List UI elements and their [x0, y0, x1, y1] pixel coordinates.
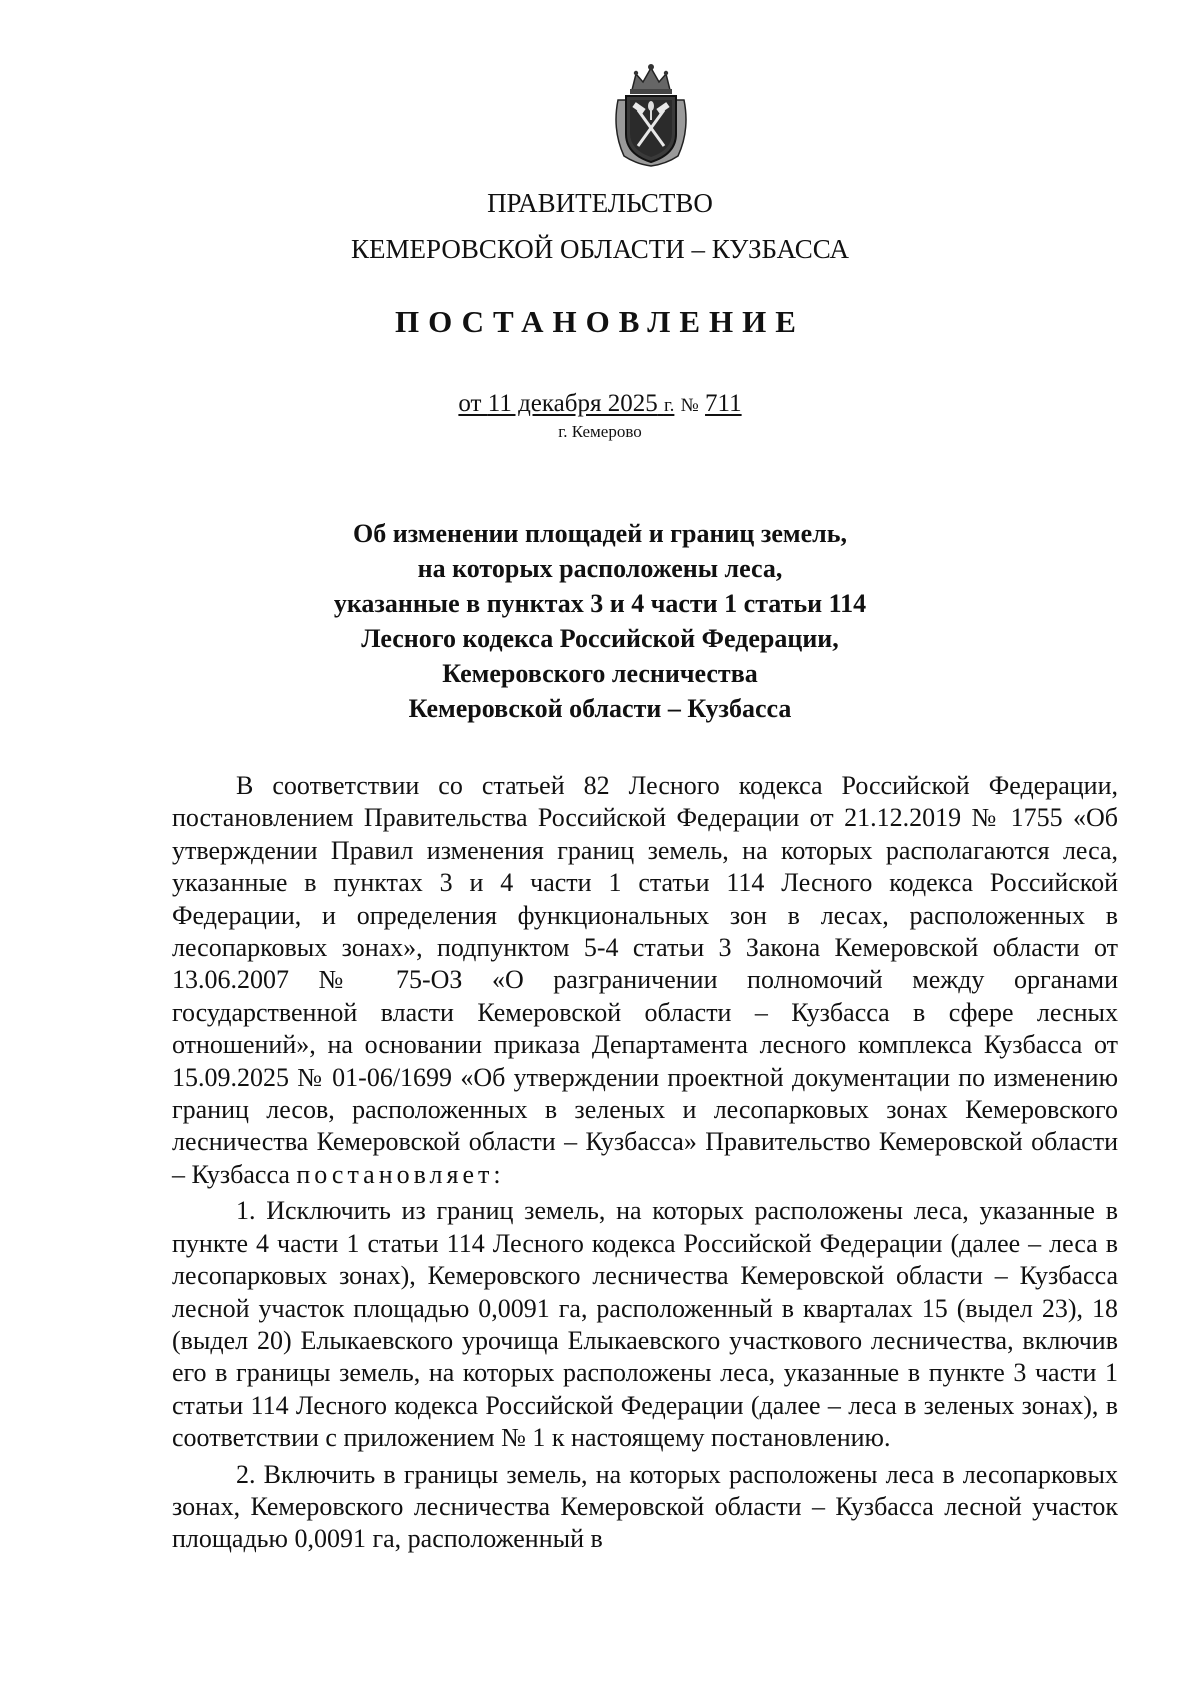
preamble-paragraph [172, 770, 1118, 1191]
document-type-heading: ПОСТАНОВЛЕНИЕ [395, 304, 805, 339]
document-number: 711 [705, 390, 742, 417]
number-prefix: № [680, 395, 699, 416]
decree-word: постановляет: [296, 1159, 505, 1189]
org-name-line2: КЕМЕРОВСКОЙ ОБЛАСТИ – КУЗБАССА [351, 234, 849, 264]
item-1-paragraph: 1. Исключить из границ земель, на которых расположены леса, указанные в пункте 4 части 1 статьи 114 Лесного кодекса Российской Федерации (далее – леса в лесопарковых зонах), Кемеровского лесничества Кемеровской области – Кузбасса лесной участок площадью 0,0091 га, расположенный в кварталах 15 (выдел 23), 18 (выдел 20) Елыкаевского урочища Елыкаевского участкового лесничества, включив его в границы земель, на которых расположены леса, указанные в пункте 3 части 1 статьи 114 Лесного кодекса Российской Федерации (далее – леса в зеленых зонах), в соответствии с приложением № 1 к настоящему постановлению. [172, 1196, 1118, 1453]
document-title [0, 516, 1200, 726]
year-suffix: г. [663, 395, 675, 416]
date-prefix: от [458, 390, 482, 417]
coat-of-arms-emblem [610, 60, 692, 168]
place-of-issue: г. Кемерово [558, 422, 642, 441]
title-line: Об изменении площадей и границ земель, [353, 519, 847, 548]
document-body [172, 770, 1118, 1556]
org-name-line1: ПРАВИТЕЛЬСТВО [487, 188, 713, 218]
title-line: Кемеровского лесничества [442, 659, 758, 688]
date-number-line [0, 390, 1200, 418]
title-line: Кемеровской области – Кузбасса [408, 694, 792, 723]
title-line: указанные в пунктах 3 и 4 части 1 статьи 114 [333, 589, 867, 618]
document-date: 11 декабря 2025 [487, 390, 658, 417]
preamble-text: В соответствии со статьей 82 Лесного кодекса Российской Федерации, постановлением Правительства Российской Федерации от 21.12.2019 № 1755 «Об утверждении Правил изменения границ земель, на которых располагаются леса, указанные в пунктах 3 и 4 части 1 статьи 114 Лесного кодекса Российской Федерации, и определения функциональных зон в лесах, расположенных в лесопарковых зонах», подпунктом 5-4 статьи 3 Закона Кемеровской области от 13.06.2007 № 75-ОЗ «О разграничении полномочий между органами государственной власти Кемеровской области – Кузбасса в сфере лесных отношений», на основании приказа Департамента лесного комплекса Кузбасса от 15.09.2025 № 01-06/1699 «Об утверждении проектной документации по изменению границ лесов, расположенных в зеленых и лесопарковых зонах Кемеровского лесничества Кемеровской области – Кузбасса» Правительство Кемеровской области – Кузбасса [172, 771, 1118, 1189]
title-line: Лесного кодекса Российской Федерации, [361, 624, 839, 653]
date-field [458, 390, 674, 417]
item-2-paragraph: 2. Включить в границы земель, на которых расположены леса в лесопарковых зонах, Кемеровского лесничества Кемеровской области – Кузбасса лесной участок площадью 0,0091 га, расположенный в [172, 1459, 1118, 1554]
title-line: на которых расположены леса, [417, 554, 783, 583]
